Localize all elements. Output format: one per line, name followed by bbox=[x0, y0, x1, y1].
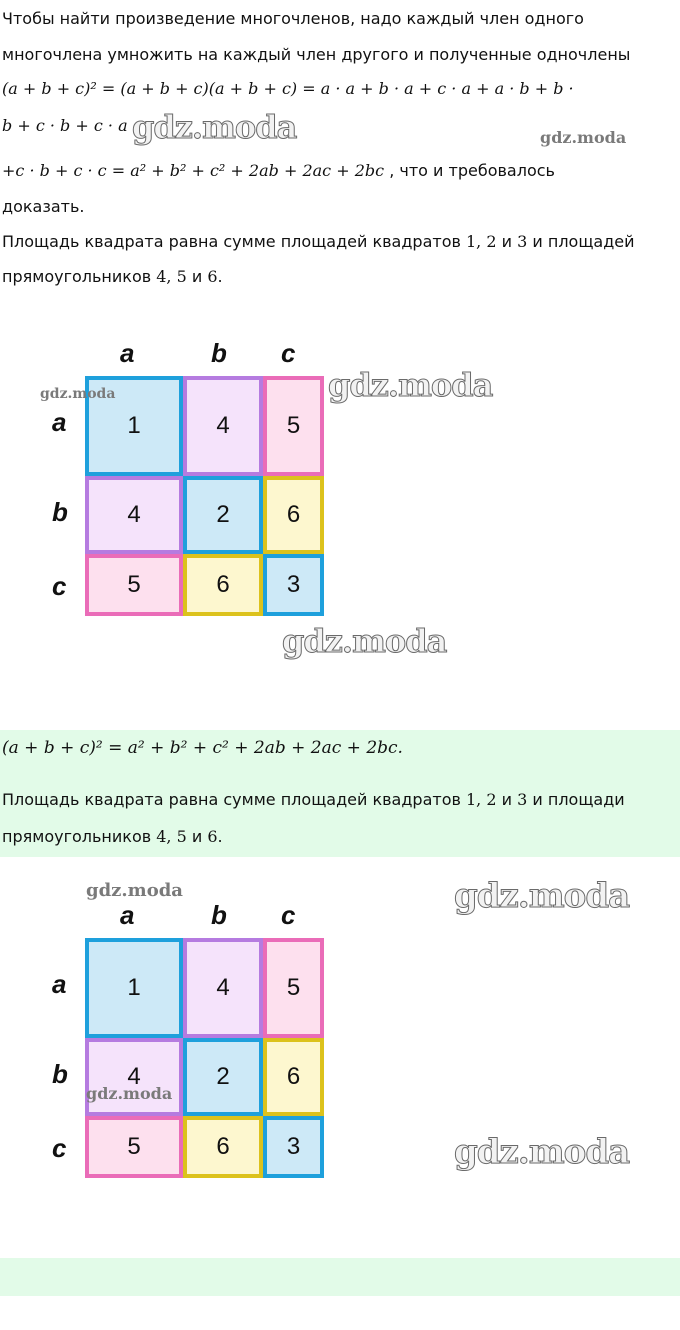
area-cell-4: 4 bbox=[183, 938, 263, 1038]
proof-line-7-a: Площадь квадрата равна сумме площадей квадратов bbox=[2, 232, 466, 251]
proof-line-7-and: и bbox=[496, 232, 518, 251]
proof-line-8-a: прямоугольников bbox=[2, 267, 157, 286]
area-cell-3: 3 bbox=[263, 1116, 324, 1178]
area-cell-3: 3 bbox=[263, 554, 324, 616]
area-cell-2: 2 bbox=[183, 1038, 263, 1116]
column-label-c: c bbox=[281, 338, 296, 368]
proof-line-5-math: +c · b + c · c = a² + b² + c² + 2ab + 2ac + 2bc bbox=[2, 161, 385, 180]
area-cell-6: 6 bbox=[183, 1116, 263, 1178]
watermark: gdz.moda bbox=[454, 1132, 630, 1172]
answer-text-2-n: 4, 5 bbox=[156, 827, 187, 846]
area-cell-4: 4 bbox=[183, 376, 263, 476]
proof-line-8 bbox=[2, 266, 223, 288]
watermark: gdz.moda bbox=[132, 108, 297, 146]
column-label-a: a bbox=[120, 338, 135, 368]
proof-line-2: многочлена умножить на каждый член другого и полученные одночлены bbox=[2, 45, 631, 64]
row-label-b: b bbox=[52, 497, 68, 527]
watermark: gdz.moda bbox=[282, 622, 447, 660]
area-diagram-2 bbox=[0, 892, 340, 1192]
answer-text-1-a: Площадь квадрата равна сумме площадей квадратов bbox=[2, 790, 466, 809]
answer-formula: (a + b + c)² = a² + b² + c² + 2ab + 2ac + 2bc. bbox=[2, 738, 403, 758]
proof-line-5 bbox=[2, 160, 555, 182]
watermark: gdz.moda bbox=[86, 1084, 173, 1103]
area-cell-4: 4 bbox=[85, 1038, 183, 1116]
column-label-c: c bbox=[281, 900, 296, 930]
answer-text-1-n: 1, 2 bbox=[466, 790, 497, 809]
row-label-b: b bbox=[52, 1059, 68, 1089]
area-cell-1: 1 bbox=[85, 376, 183, 476]
area-cell-6: 6 bbox=[263, 1038, 324, 1116]
proof-line-3: (a + b + c)² = (a + b + c)(a + b + c) = a · a + b · a + c · a + a · b + b · bbox=[2, 79, 574, 98]
watermark: gdz.moda bbox=[454, 876, 630, 916]
answer-text-2 bbox=[2, 826, 223, 848]
answer-text-1 bbox=[2, 789, 625, 811]
proof-line-6: доказать. bbox=[2, 197, 85, 216]
proof-line-7 bbox=[2, 231, 635, 253]
answer-text-1-and: и bbox=[496, 790, 518, 809]
watermark: gdz.moda bbox=[540, 128, 627, 147]
area-diagram-1 bbox=[0, 330, 340, 630]
column-label-b: b bbox=[211, 338, 227, 368]
area-cell-6: 6 bbox=[263, 476, 324, 554]
watermark: gdz.moda bbox=[40, 386, 116, 402]
area-cell-6: 6 bbox=[183, 554, 263, 616]
area-cell-4: 4 bbox=[85, 476, 183, 554]
proof-line-4: b + c · b + c · a bbox=[2, 116, 128, 135]
answer-text-2-a: прямоугольников bbox=[2, 827, 157, 846]
area-cell-5: 5 bbox=[263, 376, 324, 476]
area-cell-2: 2 bbox=[183, 476, 263, 554]
column-label-a: a bbox=[120, 900, 135, 930]
area-cell-1: 1 bbox=[85, 938, 183, 1038]
proof-line-7-n2: 3 bbox=[517, 232, 528, 251]
proof-line-8-n2: 6 bbox=[207, 267, 218, 286]
column-label-b: b bbox=[211, 900, 227, 930]
answer-text-2-end: . bbox=[217, 827, 223, 846]
proof-line-5-text: , что и требовалось bbox=[384, 161, 555, 180]
area-cell-5: 5 bbox=[85, 554, 183, 616]
row-label-a: a bbox=[52, 969, 67, 999]
proof-line-8-and: и bbox=[186, 267, 208, 286]
watermark: gdz.moda bbox=[86, 880, 183, 901]
row-label-c: c bbox=[52, 1133, 67, 1163]
answer-text-2-and: и bbox=[186, 827, 208, 846]
answer-text-1-b: и площади bbox=[527, 790, 625, 809]
row-label-c: c bbox=[52, 571, 67, 601]
answer-text-1-n2: 3 bbox=[517, 790, 528, 809]
area-cell-5: 5 bbox=[85, 1116, 183, 1178]
proof-line-7-n: 1, 2 bbox=[466, 232, 497, 251]
watermark: gdz.moda bbox=[328, 366, 493, 404]
proof-line-8-n: 4, 5 bbox=[156, 267, 187, 286]
row-label-a: a bbox=[52, 407, 67, 437]
area-cell-5: 5 bbox=[263, 938, 324, 1038]
proof-line-1: Чтобы найти произведение многочленов, надо каждый член одного bbox=[2, 9, 584, 28]
proof-line-8-end: . bbox=[217, 267, 223, 286]
answer-text-2-n2: 6 bbox=[207, 827, 218, 846]
answer-bottom-bar bbox=[0, 1258, 680, 1296]
proof-line-7-b: и площадей bbox=[527, 232, 635, 251]
